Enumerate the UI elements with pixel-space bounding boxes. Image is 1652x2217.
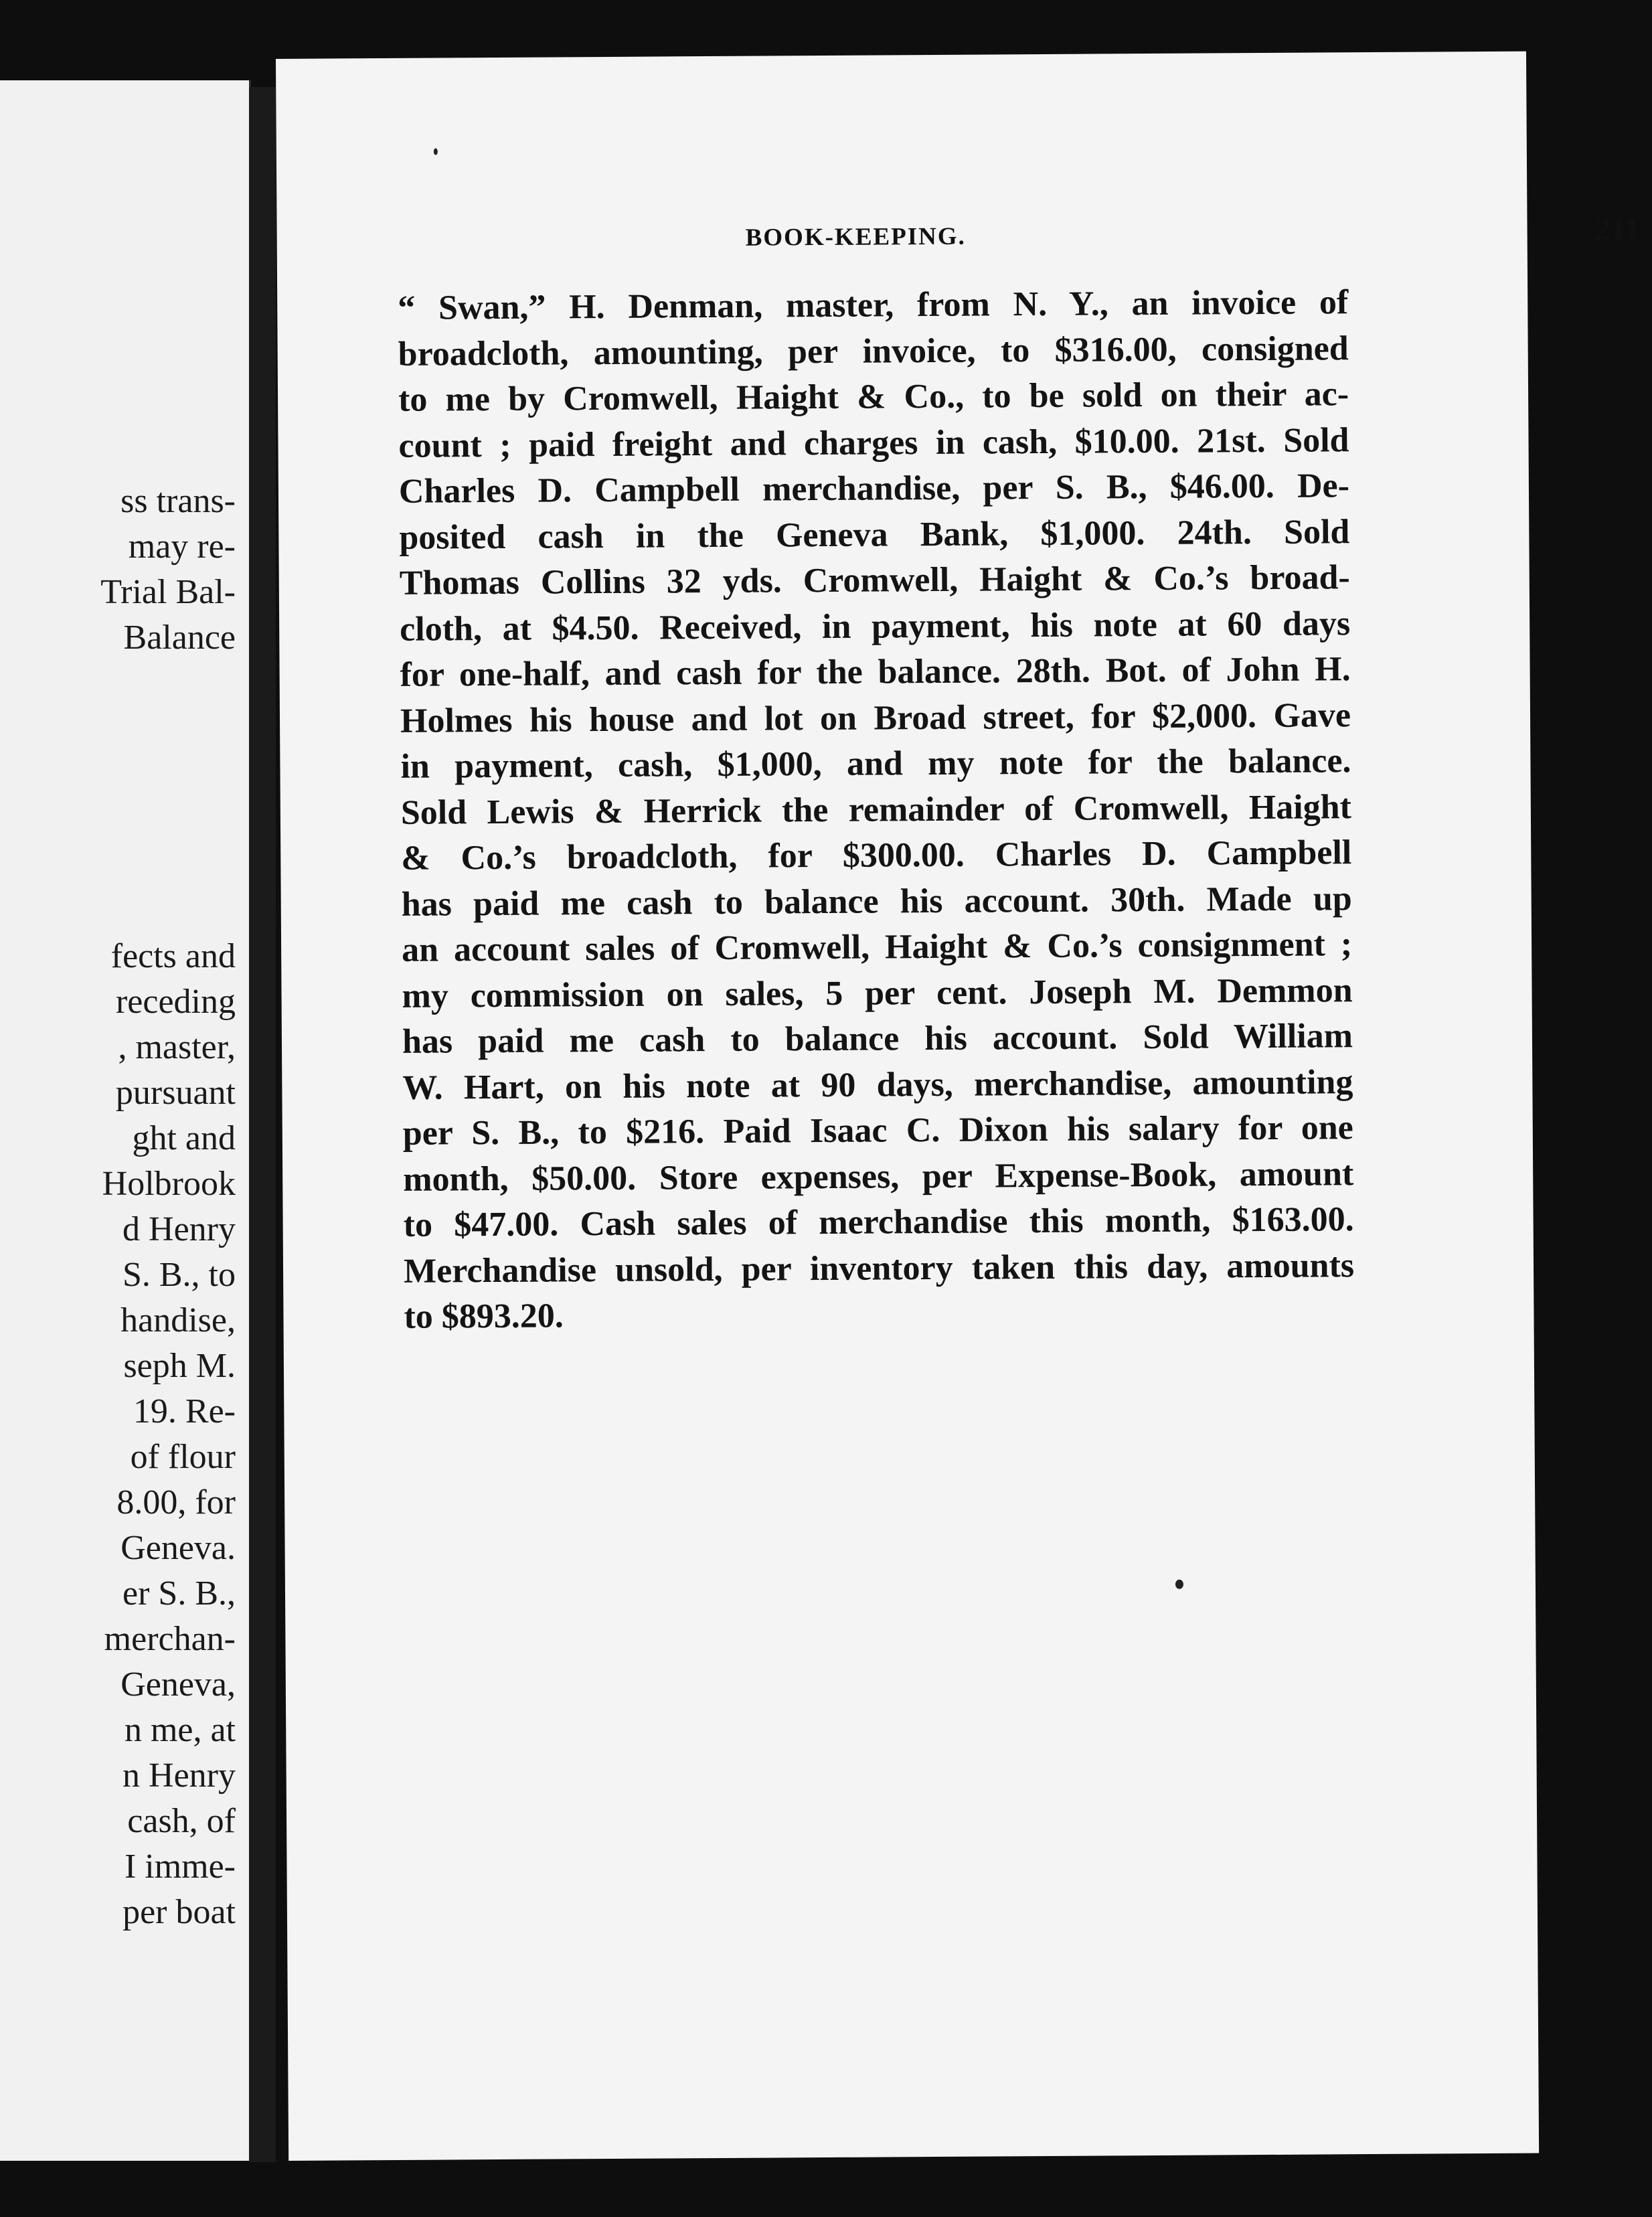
left-page-line: d Henry — [122, 1210, 236, 1248]
text-line: my commission on sales, 5 per cent. Joseph M. Demmon — [402, 971, 1353, 1015]
ink-speck — [434, 149, 438, 155]
left-page-line — [0, 706, 236, 752]
text-line: Charles D. Campbell merchandise, per S. B., $46.00. De- — [398, 467, 1350, 511]
text-line: to me by Cromwell, Haight & Co., to be sold on their ac- — [398, 375, 1349, 419]
left-page — [0, 80, 251, 2161]
right-page — [276, 52, 1641, 2161]
text-line: per S. B., to $216. Paid Isaac C. Dixon his salary for one — [402, 1108, 1353, 1153]
text-line: Sold Lewis & Herrick the remainder of Cromwell, Haight — [400, 787, 1352, 832]
text-line: Holmes his house and lot on Broad street, for $2,000. Gave — [400, 695, 1351, 740]
text-line: W. Hart, on his note at 90 days, merchandise, amounting — [402, 1062, 1353, 1107]
text-line: posited cash in the Geneva Bank, $1,000. 24th. Sold — [399, 512, 1350, 557]
text-line: to $893.20. — [404, 1297, 564, 1336]
left-page-line: of flour — [130, 1438, 236, 1476]
left-page-line: Geneva, — [120, 1665, 236, 1704]
page-header — [745, 212, 1641, 264]
left-page-line: 8.00, for — [116, 1483, 236, 1522]
left-page-line: fects and — [110, 937, 236, 975]
body-paragraph — [398, 280, 1355, 1340]
text-line: has paid me cash to balance his account. 30th. Made up — [401, 879, 1352, 924]
text-line: for one-half, and cash for the balance. 28th. Bot. of John H. — [400, 650, 1351, 694]
left-page-line: receding — [115, 983, 236, 1021]
left-page-line: ght and — [132, 1119, 236, 1157]
left-page-line — [0, 661, 236, 706]
left-page-line: seph M. — [123, 1347, 236, 1385]
left-page-line: Trial Bal- — [100, 573, 236, 611]
text-line: to $47.00. Cash sales of merchandise this month, $163.00. — [403, 1200, 1354, 1244]
left-page-line: Balance — [123, 619, 236, 657]
left-page-line — [0, 888, 236, 934]
left-page-line: er S. B., — [122, 1574, 236, 1613]
text-line: has paid me cash to balance his account. Sold William — [402, 1017, 1353, 1061]
left-page-line: I imme- — [124, 1848, 236, 1886]
ink-speck — [1175, 1580, 1183, 1589]
left-page-line: may re- — [128, 527, 236, 566]
left-page-line: Geneva. — [120, 1529, 236, 1567]
left-page-line: Holbrook — [102, 1165, 236, 1203]
left-page-line: , master, — [118, 1028, 236, 1066]
left-page-line: cash, of — [127, 1802, 236, 1840]
text-line: month, $50.00. Store expenses, per Expense-Book, amount — [403, 1154, 1354, 1199]
running-head: BOOK-KEEPING. — [745, 222, 966, 252]
page-number: 211 — [1595, 212, 1641, 246]
left-page-line — [0, 843, 236, 888]
text-line: cloth, at $4.50. Received, in payment, his note at 60 days — [400, 604, 1351, 649]
left-page-line: n Henry — [122, 1756, 236, 1795]
left-page-line: handise, — [120, 1301, 236, 1339]
left-page-line: merchan- — [104, 1620, 236, 1658]
left-page-line: per boat — [122, 1893, 236, 1931]
left-page-text — [0, 479, 236, 1935]
book-gutter — [249, 87, 276, 2162]
text-line: Thomas Collins 32 yds. Cromwell, Haight & Co.’s broad- — [399, 558, 1350, 602]
text-line: & Co.’s broadcloth, for $300.00. Charles D. Campbell — [401, 833, 1352, 878]
left-page-line: pursuant — [115, 1074, 236, 1112]
text-line: Merchandise unsold, per inventory taken this day, amounts — [403, 1246, 1355, 1291]
text-line: broadcloth, amounting, per invoice, to $316.00, consigned — [398, 329, 1349, 374]
text-line: an account sales of Cromwell, Haight & Co.’s consignment ; — [401, 925, 1353, 969]
left-page-line — [0, 752, 236, 797]
left-page-line — [0, 797, 236, 843]
text-line: in payment, cash, $1,000, and my note for the balance. — [400, 742, 1351, 786]
text-line: count ; paid freight and charges in cash, $10.00. 21st. Sold — [398, 420, 1349, 465]
left-page-line: ss trans- — [120, 482, 236, 520]
left-page-line: n me, at — [124, 1711, 236, 1749]
left-page-line: S. B., to — [122, 1256, 236, 1294]
text-line: “ Swan,” H. Denman, master, from N. Y., an invoice of — [398, 283, 1349, 327]
left-page-line: 19. Re- — [133, 1392, 236, 1430]
